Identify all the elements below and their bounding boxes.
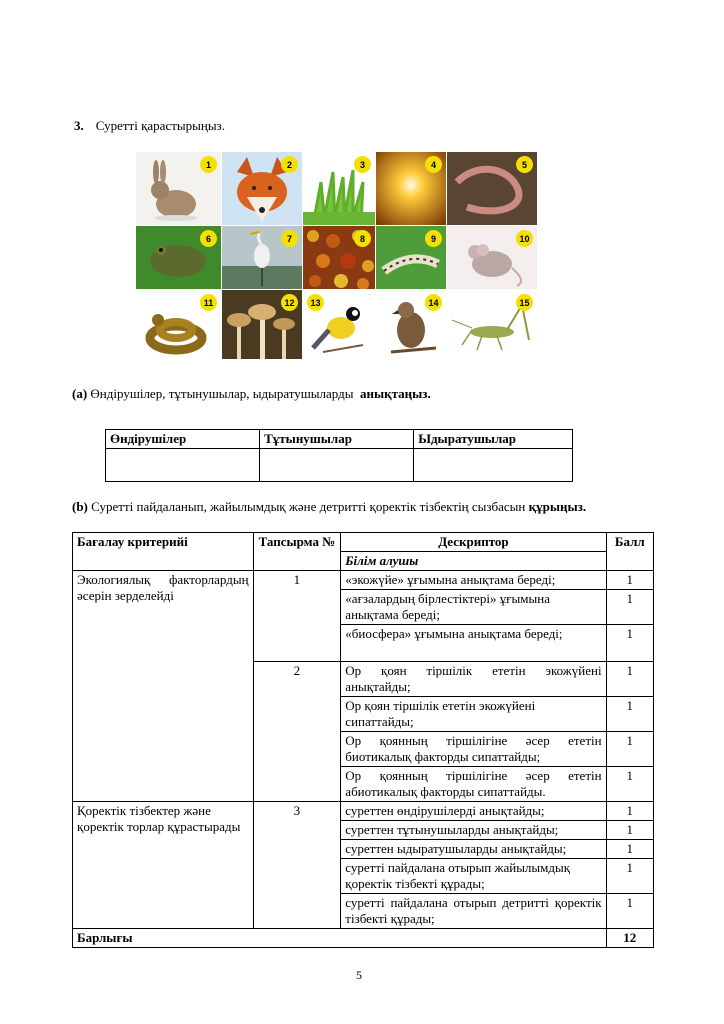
descriptor-cell: суретті пайдалана отырып детритті қоректік тізбекті құрады; xyxy=(341,894,606,929)
rabbit-icon xyxy=(136,152,221,225)
image-number-badge: 10 xyxy=(516,230,533,247)
score-cell: 1 xyxy=(606,821,653,840)
image-number-badge: 7 xyxy=(281,230,298,247)
part-a-text: Өндірушілер, тұтынушылар, ыдыратушыларды xyxy=(90,386,354,401)
sun-icon xyxy=(376,152,446,225)
score-cell: 1 xyxy=(606,840,653,859)
image-number-badge: 2 xyxy=(281,156,298,173)
image-number-badge: 5 xyxy=(516,156,533,173)
task-number-header: Тапсырма № xyxy=(253,533,341,571)
descriptor-cell: «ағзалардың бірлестіктері» ұғымына анықтама береді; xyxy=(341,590,606,625)
criteria-header: Бағалау критерийі xyxy=(73,533,254,571)
descriptor-cell: Ор қоянның тіршілігіне әсер ететін биотикалық факторды сипаттайды; xyxy=(341,732,606,767)
descriptor-cell: «биосфера» ұғымына анықтама береді; xyxy=(341,625,606,662)
mushrooms-icon xyxy=(222,290,302,359)
image-number-badge: 3 xyxy=(354,156,371,173)
descriptor-cell: «экожүйе» ұғымына анықтама береді; xyxy=(341,571,606,590)
score-cell: 1 xyxy=(606,590,653,625)
image-number-badge: 12 xyxy=(281,294,298,311)
part-b-emph: құрыңыз. xyxy=(528,499,587,514)
grass-icon xyxy=(303,152,375,225)
image-number-badge: 6 xyxy=(200,230,217,247)
consumers-header: Тұтынушылар xyxy=(260,430,414,449)
leaf-litter-icon xyxy=(303,226,375,289)
caterpillar-icon xyxy=(376,226,446,289)
descriptor-cell: суретті пайдалана отырып жайылымдық қоректік тізбекті құрады; xyxy=(341,859,606,894)
score-cell: 1 xyxy=(606,732,653,767)
descriptor-cell: суреттен өндірушілерді анықтайды; xyxy=(341,802,606,821)
descriptor-cell: Ор қоян тіршілік ететін экожүйені анықтайды; xyxy=(341,662,606,697)
score-cell: 1 xyxy=(606,662,653,697)
task-number-cell: 1 xyxy=(253,571,341,662)
mouse-icon xyxy=(447,226,537,289)
frog-icon xyxy=(136,226,221,289)
score-cell: 1 xyxy=(606,767,653,802)
score-cell: 1 xyxy=(606,894,653,929)
score-cell: 1 xyxy=(606,697,653,732)
decomposers-answer-cell[interactable] xyxy=(414,449,573,482)
image-number-badge: 1 xyxy=(200,156,217,173)
score-cell: 1 xyxy=(606,571,653,590)
score-cell: 1 xyxy=(606,625,653,662)
part-b-text: Суретті пайдаланып, жайылымдық және детритті қоректік тізбектің сызбасын xyxy=(91,499,526,514)
score-header: Балл xyxy=(606,533,653,571)
grasshopper-icon xyxy=(447,290,537,359)
page-number: 5 xyxy=(356,968,362,982)
organism-image-grid xyxy=(136,152,533,357)
consumers-answer-cell[interactable] xyxy=(260,449,414,482)
part-a-emph: анықтаңыз. xyxy=(359,386,431,401)
image-number-badge: 9 xyxy=(425,230,442,247)
part-b-label: (b) xyxy=(72,499,88,514)
learner-subheader: Білім алушы xyxy=(341,552,606,571)
tit-bird-icon xyxy=(303,290,375,359)
descriptor-cell: суреттен ыдыратушыларды анықтайды; xyxy=(341,840,606,859)
total-value: 12 xyxy=(606,929,653,948)
heron-icon xyxy=(222,226,302,289)
descriptor-header: Дескриптор xyxy=(341,533,606,552)
task-number-cell: 2 xyxy=(253,662,341,802)
criterion-ecological-factors: Экологиялық факторлардың әсерін зерделейді xyxy=(73,571,254,802)
part-a-instruction xyxy=(72,386,431,402)
snake-icon xyxy=(136,290,221,359)
classification-table xyxy=(105,429,573,482)
assessment-criteria-table xyxy=(72,532,654,948)
descriptor-cell: Ор қоян тіршілік ететін экожүйені сипаттайды; xyxy=(341,697,606,732)
producers-header: Өндірушілер xyxy=(106,430,260,449)
task-number-cell: 3 xyxy=(253,802,341,929)
decomposers-header: Ыдыратушылар xyxy=(414,430,573,449)
task-heading xyxy=(74,118,225,134)
fox-icon xyxy=(222,152,302,225)
earthworm-icon xyxy=(447,152,537,225)
hawk-icon xyxy=(376,290,446,359)
image-number-badge: 15 xyxy=(516,294,533,311)
image-number-badge: 11 xyxy=(200,294,217,311)
descriptor-cell: суреттен тұтынушыларды анықтайды; xyxy=(341,821,606,840)
part-a-label: (a) xyxy=(72,386,88,401)
image-number-badge-left: 13 xyxy=(307,294,324,311)
descriptor-cell: Ор қоянның тіршілігіне әсер ететін абиотикалық факторды сипаттайды. xyxy=(341,767,606,802)
part-b-instruction xyxy=(72,499,586,515)
image-number-badge: 4 xyxy=(425,156,442,173)
producers-answer-cell[interactable] xyxy=(106,449,260,482)
score-cell: 1 xyxy=(606,802,653,821)
task-number: 3. xyxy=(74,118,84,133)
criterion-food-chains: Қоректік тізбектер және қоректік торлар құрастырады xyxy=(73,802,254,929)
total-label: Барлығы xyxy=(73,929,607,948)
image-number-badge: 14 xyxy=(425,294,442,311)
score-cell: 1 xyxy=(606,859,653,894)
image-number-badge: 8 xyxy=(354,230,371,247)
task-text: Суретті қарастырыңыз. xyxy=(95,118,225,133)
